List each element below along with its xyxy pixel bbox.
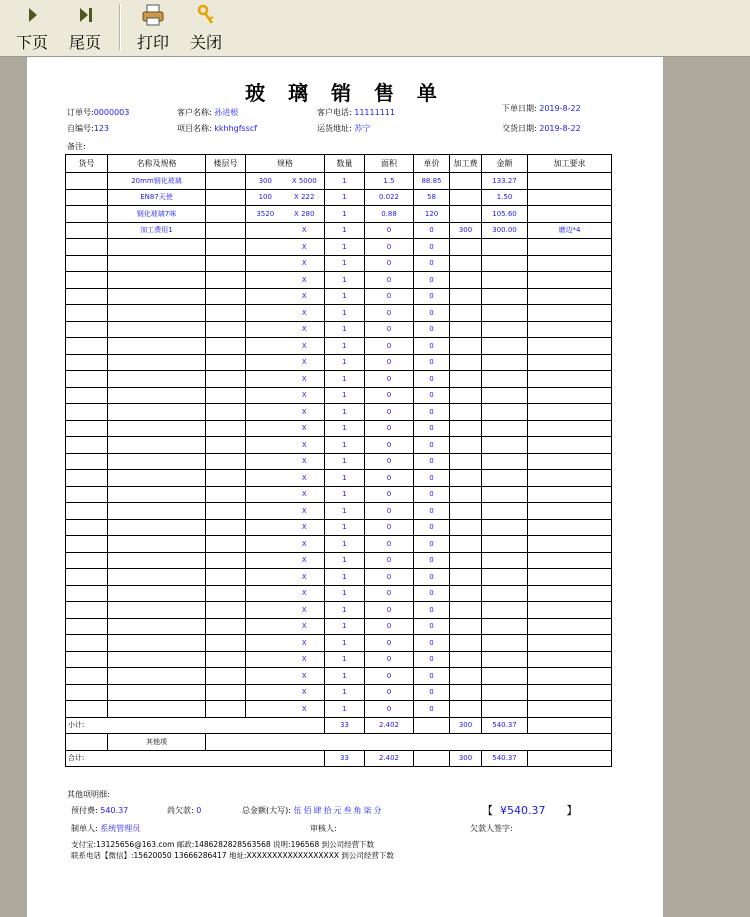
col-item-no: 货号 (66, 155, 108, 173)
last-page-button[interactable] (65, 2, 105, 52)
toolbar-separator (119, 4, 121, 50)
next-page-label: 下页 (15, 33, 48, 52)
phone-field: 客户电话: 11111111 (317, 108, 395, 117)
col-floor: 楼层号 (206, 155, 246, 173)
table-row: X 1 0 0 (66, 437, 612, 454)
table-row: X 1 0 0 (66, 519, 612, 536)
total-cn-field: 总金额(大写): 伍佰肆拾元叁角柒分 (242, 806, 384, 815)
payer-signature-field: 欠款人签字: (470, 824, 513, 833)
col-spec: 规格 (246, 155, 325, 173)
col-fee: 加工费 (450, 155, 482, 173)
print-button[interactable] (133, 2, 173, 52)
table-row: X 1 0 0 (66, 338, 612, 355)
table-row: 加工费用1 X 1 0 0 300 300.00 磨边*4 (66, 222, 612, 239)
table-row: X 1 0 0 (66, 305, 612, 322)
play-icon (12, 4, 52, 26)
skip-end-icon (65, 4, 105, 26)
contact-line-2: 联系电话【微信】:15620050 13666286417 地址:XXXXXXXXXXXXXXXXXX 到公司经营下数 (71, 851, 394, 860)
table-row: X 1 0 0 (66, 503, 612, 520)
table-row: X 1 0 0 (66, 618, 612, 635)
table-row: X 1 0 0 (66, 404, 612, 421)
reviewer-field: 审核人: (310, 824, 337, 833)
last-page-label: 尾页 (68, 33, 101, 52)
total-yen-field: 【 ¥540.37 】 (482, 804, 578, 817)
table-row: X 1 0 0 (66, 272, 612, 289)
left-gutter (0, 57, 27, 917)
subtotal-row: 小计: 33 2.402 300 540.37 (66, 717, 612, 734)
table-row: X 1 0 0 (66, 536, 612, 553)
table-header-row (66, 155, 612, 173)
order-no-field: 订单号:0000003 (67, 108, 130, 117)
remark-field: 备注: (67, 142, 86, 151)
col-qty: 数量 (325, 155, 365, 173)
order-date-field: 下单日期: 2019-8-22 (502, 104, 581, 113)
delivery-date-field: 交货日期: 2019-8-22 (502, 124, 581, 133)
table-row: X 1 0 0 (66, 371, 612, 388)
other-items-row: 其他项 (66, 734, 612, 751)
col-price: 单价 (414, 155, 450, 173)
table-row: X 1 0 0 (66, 585, 612, 602)
table-row: X 1 0 0 (66, 651, 612, 668)
table-row: 20mm钢化玻璃 300 X 5000 1 1.5 88.85 133.27 (66, 173, 612, 190)
table-row: X 1 0 0 (66, 470, 612, 487)
other-detail-label: 其他项明细: (67, 790, 110, 799)
address-field: 运货地址: 苏宁 (317, 124, 371, 133)
toolbar (0, 0, 750, 57)
table-row: X 1 0 0 (66, 486, 612, 503)
table-row: EN87天使 100 X 222 1 0.022 58 1.50 (66, 189, 612, 206)
table-row: X 1 0 0 (66, 420, 612, 437)
col-requirement: 加工要求 (528, 155, 612, 173)
customer-field: 客户名称: 孙进根 (177, 108, 239, 117)
table-row: X 1 0 0 (66, 354, 612, 371)
close-label: 关闭 (189, 33, 222, 52)
col-name: 名称及规格 (108, 155, 206, 173)
table-row: X 1 0 0 (66, 569, 612, 586)
table-row: X 1 0 0 (66, 321, 612, 338)
table-row: X 1 0 0 (66, 602, 612, 619)
contact-line-1: 支付宝:13125656@163.com 邮政:1486282828563568 说明:196568 到公司经营下数 (71, 840, 375, 849)
serial-field: 自编号:123 (67, 124, 109, 133)
table-row: X 1 0 0 (66, 701, 612, 718)
col-area: 面积 (365, 155, 414, 173)
table-row: X 1 0 0 (66, 668, 612, 685)
printer-icon (133, 4, 173, 26)
project-field: 项目名称: kkhhgfsscf (177, 124, 258, 133)
table-row: X 1 0 0 (66, 239, 612, 256)
maker-field: 制单人: 系统管理员 (71, 824, 141, 833)
document-page (27, 57, 663, 917)
table-row: 钢化玻璃7咪 3520 X 280 1 0.88 120 105.60 (66, 206, 612, 223)
next-page-button[interactable] (12, 2, 52, 52)
table-row: X 1 0 0 (66, 635, 612, 652)
table-row: X 1 0 0 (66, 552, 612, 569)
document-title: 玻 璃 销 售 单 (245, 81, 445, 105)
sales-table (65, 154, 612, 767)
table-row: X 1 0 0 (66, 684, 612, 701)
prepaid-field: 预付费: 540.37 (71, 806, 129, 815)
col-amount: 金额 (482, 155, 528, 173)
total-row: 合计: 33 2.402 300 540.37 (66, 750, 612, 767)
owe-field: 尚欠款: 0 (167, 806, 202, 815)
table-row: X 1 0 0 (66, 288, 612, 305)
print-label: 打印 (136, 33, 169, 52)
close-button[interactable] (186, 2, 226, 52)
key-icon (186, 4, 226, 26)
right-gutter (663, 57, 750, 917)
table-row: X 1 0 0 (66, 255, 612, 272)
table-row: X 1 0 0 (66, 453, 612, 470)
table-row: X 1 0 0 (66, 387, 612, 404)
